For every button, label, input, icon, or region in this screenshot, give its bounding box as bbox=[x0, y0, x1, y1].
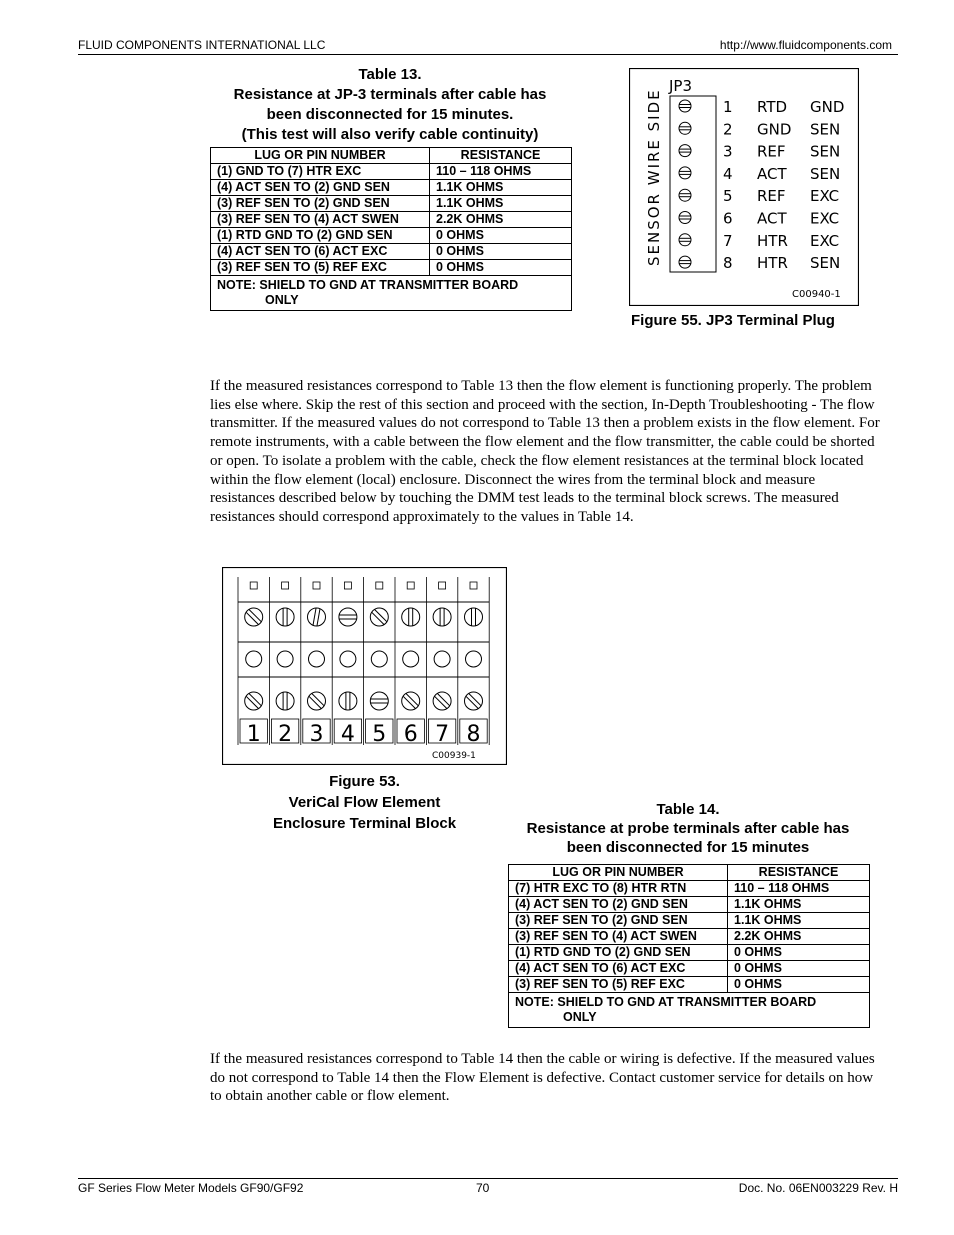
table-row bbox=[509, 961, 869, 977]
bottom-screw-icon bbox=[433, 692, 451, 710]
terminal-number: 7 bbox=[435, 722, 450, 747]
table-row bbox=[211, 228, 571, 244]
bottom-screw-icon bbox=[308, 692, 326, 710]
resistance-cell: 1.1K OHMS bbox=[430, 180, 572, 196]
screw-icon bbox=[679, 145, 691, 157]
jp3-pin-row bbox=[679, 232, 839, 250]
terminal-marker bbox=[407, 582, 414, 589]
pin-cell: (1) GND TO (7) HTR EXC bbox=[211, 164, 430, 180]
pin-cell: (3) REF SEN TO (2) GND SEN bbox=[211, 196, 430, 212]
terminal-marker bbox=[344, 582, 351, 589]
terminal-number: 2 bbox=[278, 722, 293, 747]
jp3-pin-row bbox=[679, 143, 840, 161]
pin-cell: (3) REF SEN TO (4) ACT SWEN bbox=[211, 212, 430, 228]
pin-cell: (7) HTR EXC TO (8) HTR RTN bbox=[509, 881, 728, 897]
terminal-number: 5 bbox=[372, 722, 387, 747]
screw-slot bbox=[283, 608, 287, 626]
top-screw-icon bbox=[339, 608, 357, 626]
pin-cell: (3) REF SEN TO (5) REF EXC bbox=[211, 260, 430, 276]
wire-entry-hole bbox=[309, 651, 325, 667]
terminal-marker bbox=[439, 582, 446, 589]
table14-caption-line2: Resistance at probe terminals after cable has bbox=[526, 820, 850, 837]
table-row bbox=[509, 897, 869, 913]
table13-caption-line4: (This test will also verify cable continuity) bbox=[241, 126, 539, 143]
jp3-pin-number: 7 bbox=[723, 231, 733, 250]
screw-slot bbox=[346, 692, 350, 710]
screw-slot bbox=[283, 692, 287, 710]
table14 bbox=[508, 864, 870, 1028]
table14-caption bbox=[490, 800, 886, 857]
screw-slot bbox=[434, 693, 450, 709]
jp3-pin-number: 1 bbox=[723, 98, 733, 116]
footer-doc-title: GF Series Flow Meter Models GF90/GF92 bbox=[78, 1181, 304, 1195]
jp3-pin-signal: ACT bbox=[757, 164, 787, 183]
resistance-cell: 2.2K OHMS bbox=[728, 929, 870, 945]
screw-icon bbox=[679, 122, 691, 134]
top-screw-icon bbox=[276, 608, 294, 626]
screw-icon bbox=[679, 189, 691, 201]
screw-slot bbox=[246, 609, 262, 625]
jp3-pin-row bbox=[679, 120, 840, 138]
screw-icon bbox=[679, 234, 691, 246]
jp3-pin-row bbox=[679, 98, 844, 116]
figure53-caption-line3: Enclosure Terminal Block bbox=[272, 815, 457, 832]
table-row bbox=[509, 881, 869, 897]
top-screw-icon bbox=[245, 608, 263, 626]
jp3-pin-signal: GND bbox=[757, 120, 792, 139]
table13 bbox=[210, 147, 572, 311]
body-paragraph-2: If the measured resistances correspond to Table 14 then the cable or wiring is defective. If the measured values do not correspond to Table 14 then the Flow Element is defective. Contact customer service for details on how to obtain another cable or flow element. bbox=[210, 1051, 875, 1105]
screw-slot bbox=[472, 608, 476, 626]
jp3-title: JP3 bbox=[669, 77, 693, 95]
screw-slot bbox=[372, 609, 388, 625]
top-screw-icon bbox=[465, 608, 483, 626]
wire-entry-hole bbox=[340, 651, 356, 667]
body-paragraph-1: If the measured resistances correspond to Table 13 then the flow element is functioning properly. The problem lies else where. Skip the rest of this section and proceed with the section, In-Depth Troubleshooting - The flow transmitter. If the measured values do not correspond to Table 13 then a problem exists in the flow element. For remote instruments, with a cable between the flow element and the flow transmitter, the cable could be shorted or open. To isolate a problem with the cable, check the flow element resistances at the terminal block located within the flow element (local) enclosure. Disconnect the wires from the terminal block and measure resistances described below by touching the DMM test leads to the terminal block screws. The measured resistances should correspond approximately to the values in Table 14. bbox=[210, 378, 880, 525]
bottom-screw-icon bbox=[402, 692, 420, 710]
table-row bbox=[211, 260, 571, 276]
table14-col-resistance: RESISTANCE bbox=[728, 865, 870, 881]
screw-slot bbox=[403, 693, 419, 709]
resistance-cell: 0 OHMS bbox=[430, 244, 572, 260]
terminal-number: 4 bbox=[340, 722, 355, 747]
pin-cell: (3) REF SEN TO (4) ACT SWEN bbox=[509, 929, 728, 945]
resistance-cell: 110 – 118 OHMS bbox=[430, 164, 572, 180]
screw-icon bbox=[679, 100, 691, 112]
pin-cell: (4) ACT SEN TO (2) GND SEN bbox=[211, 180, 430, 196]
table14-caption-line3: been disconnected for 15 minutes bbox=[566, 839, 810, 856]
table-row bbox=[509, 913, 869, 929]
terminal-marker bbox=[313, 582, 320, 589]
table13-col-resistance: RESISTANCE bbox=[430, 148, 572, 164]
table14-note-line1: NOTE: SHIELD TO GND AT TRANSMITTER BOARD bbox=[515, 995, 817, 1009]
table13-note-line1: NOTE: SHIELD TO GND AT TRANSMITTER BOARD bbox=[217, 278, 519, 292]
bottom-screw-icon bbox=[370, 692, 388, 710]
figure55-jp3-diagram bbox=[629, 68, 859, 306]
pin-cell: (1) RTD GND TO (2) GND SEN bbox=[211, 228, 430, 244]
terminal-marker bbox=[282, 582, 289, 589]
jp3-code: C00940-1 bbox=[792, 289, 841, 300]
table-row bbox=[509, 977, 869, 993]
resistance-cell: 0 OHMS bbox=[430, 228, 572, 244]
table14-col-pin: LUG OR PIN NUMBER bbox=[509, 865, 728, 881]
jp3-pin-number: 2 bbox=[723, 120, 733, 139]
table13-note-line2: ONLY bbox=[265, 293, 299, 307]
top-screw-icon bbox=[370, 608, 388, 626]
jp3-pin-signal: REF bbox=[757, 142, 786, 161]
table13-header-row bbox=[211, 148, 571, 164]
table-row bbox=[211, 164, 571, 180]
pin-cell: (3) REF SEN TO (2) GND SEN bbox=[509, 913, 728, 929]
jp3-pin-type: SEN bbox=[810, 120, 841, 139]
resistance-cell: 0 OHMS bbox=[430, 260, 572, 276]
terminal-marker bbox=[470, 582, 477, 589]
resistance-cell: 1.1K OHMS bbox=[728, 913, 870, 929]
terminal-number: 6 bbox=[403, 722, 418, 747]
table14-caption-title: Table 14. bbox=[656, 801, 720, 818]
screw-slot bbox=[370, 699, 388, 703]
table-row bbox=[509, 929, 869, 945]
jp3-pin-type: GND bbox=[810, 98, 845, 116]
resistance-cell: 0 OHMS bbox=[728, 945, 870, 961]
terminal-marker bbox=[376, 582, 383, 589]
jp3-pin-row bbox=[679, 165, 840, 183]
screw-slot bbox=[339, 615, 357, 619]
table14-note-line2: ONLY bbox=[563, 1010, 597, 1024]
top-screw-icon bbox=[402, 608, 420, 626]
table-row bbox=[509, 945, 869, 961]
figure53-caption-line2: VeriCal Flow Element bbox=[288, 794, 441, 811]
jp3-pin-type: SEN bbox=[810, 254, 841, 273]
jp3-pin-row bbox=[679, 254, 840, 272]
table-row bbox=[211, 180, 571, 196]
jp3-pin-row bbox=[679, 187, 839, 205]
wire-entry-hole bbox=[466, 651, 482, 667]
wire-entry-hole bbox=[277, 651, 293, 667]
table14-note bbox=[509, 993, 869, 1027]
pin-cell: (4) ACT SEN TO (6) ACT EXC bbox=[509, 961, 728, 977]
jp3-pin-signal: HTR bbox=[757, 254, 788, 273]
screw-slot bbox=[440, 608, 444, 626]
terminal-block-code: C00939-1 bbox=[432, 751, 476, 761]
jp3-pin-number: 8 bbox=[723, 254, 733, 273]
jp3-pin-number: 4 bbox=[723, 164, 733, 183]
table13-caption bbox=[200, 65, 580, 145]
jp3-pin-type: EXC bbox=[810, 209, 840, 228]
wire-entry-hole bbox=[434, 651, 450, 667]
resistance-cell: 0 OHMS bbox=[728, 977, 870, 993]
jp3-pin-signal: REF bbox=[757, 187, 786, 206]
figure53-caption-title: Figure 53. bbox=[329, 773, 400, 790]
table14-header-row bbox=[509, 865, 869, 881]
terminal-number: 3 bbox=[309, 722, 324, 747]
table13-note bbox=[211, 276, 571, 310]
top-screw-icon bbox=[308, 608, 326, 626]
table-row bbox=[211, 244, 571, 260]
figure53-caption bbox=[222, 771, 507, 834]
table13-caption-line2: Resistance at JP-3 terminals after cable has bbox=[233, 86, 547, 103]
table13-col-pin: LUG OR PIN NUMBER bbox=[211, 148, 430, 164]
resistance-cell: 2.2K OHMS bbox=[430, 212, 572, 228]
table-row bbox=[211, 212, 571, 228]
jp3-pin-signal: HTR bbox=[757, 231, 788, 250]
jp3-pin-type: SEN bbox=[810, 142, 841, 161]
screw-icon bbox=[679, 256, 691, 268]
terminal-number: 8 bbox=[466, 722, 481, 747]
jp3-pin-type: EXC bbox=[810, 231, 840, 250]
resistance-cell: 110 – 118 OHMS bbox=[728, 881, 870, 897]
pin-cell: (4) ACT SEN TO (6) ACT EXC bbox=[211, 244, 430, 260]
resistance-cell: 1.1K OHMS bbox=[430, 196, 572, 212]
screw-slot bbox=[246, 693, 262, 709]
terminal-marker bbox=[250, 582, 257, 589]
table13-caption-title: Table 13. bbox=[358, 66, 422, 83]
screw-slot bbox=[409, 608, 413, 626]
jp3-pin-row bbox=[679, 210, 839, 228]
header-url[interactable]: http://www.fluidcomponents.com bbox=[719, 38, 892, 52]
pin-cell: (4) ACT SEN TO (2) GND SEN bbox=[509, 897, 728, 913]
wire-entry-hole bbox=[371, 651, 387, 667]
sensor-wire-side-label: SENSOR WIRE SIDE bbox=[645, 88, 663, 266]
screw-slot bbox=[313, 608, 320, 626]
jp3-pin-signal: RTD bbox=[757, 98, 788, 116]
bottom-screw-icon bbox=[465, 692, 483, 710]
bottom-screw-icon bbox=[276, 692, 294, 710]
jp3-pin-number: 5 bbox=[723, 187, 733, 206]
wire-entry-hole bbox=[246, 651, 262, 667]
bottom-screw-icon bbox=[339, 692, 357, 710]
pin-cell: (3) REF SEN TO (5) REF EXC bbox=[509, 977, 728, 993]
footer-page-number: 70 bbox=[476, 1181, 490, 1195]
jp3-pin-type: SEN bbox=[810, 164, 841, 183]
table-row bbox=[211, 196, 571, 212]
header-rule bbox=[78, 54, 898, 55]
figure53-terminal-block bbox=[222, 567, 507, 765]
jp3-pin-number: 6 bbox=[723, 209, 733, 228]
top-screw-icon bbox=[433, 608, 451, 626]
footer-rule bbox=[78, 1178, 898, 1179]
screw-icon bbox=[679, 167, 691, 179]
jp3-pin-type: EXC bbox=[810, 187, 840, 206]
header-company: FLUID COMPONENTS INTERNATIONAL LLC bbox=[78, 38, 326, 52]
table13-caption-line3: been disconnected for 15 minutes. bbox=[266, 106, 514, 123]
figure55-caption: Figure 55. JP3 Terminal Plug bbox=[631, 312, 835, 329]
bottom-screw-icon bbox=[245, 692, 263, 710]
wire-entry-hole bbox=[403, 651, 419, 667]
pin-cell: (1) RTD GND TO (2) GND SEN bbox=[509, 945, 728, 961]
jp3-pin-signal: ACT bbox=[757, 209, 787, 228]
footer-doc-number: Doc. No. 06EN003229 Rev. H bbox=[738, 1181, 898, 1195]
terminal-number: 1 bbox=[246, 722, 261, 747]
jp3-pin-number: 3 bbox=[723, 142, 733, 161]
screw-icon bbox=[679, 212, 691, 224]
resistance-cell: 0 OHMS bbox=[728, 961, 870, 977]
resistance-cell: 1.1K OHMS bbox=[728, 897, 870, 913]
screw-slot bbox=[466, 693, 482, 709]
screw-slot bbox=[309, 693, 325, 709]
